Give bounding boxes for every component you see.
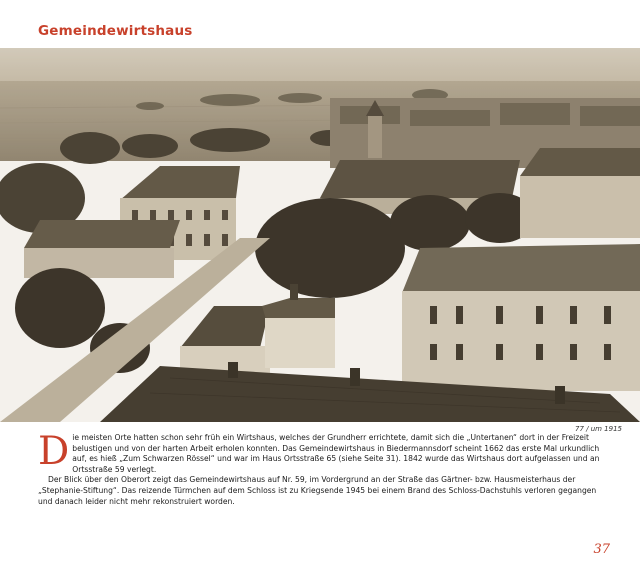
paragraph-2: Der Blick über den Oberort zeigt das Gemeindewirtshaus auf Nr. 59, im Vordergrund an der Straße das Gärtner- bzw. Hausmeisterhaus der „Stephanie-Stiftung“. Das reizende Türmchen auf dem Schloss ist zu Kriegsende 1945 bei einem Brand des Schloss-Dachstuhls verloren gegangen und danach leider nicht mehr rekonstruiert worden. bbox=[38, 475, 597, 506]
photo-caption: 77 / um 1915 bbox=[574, 425, 622, 433]
paragraph-1-text: ie meisten Orte hatten schon sehr früh ein Wirtshaus, welches der Grundherr errichtete, damit sich die „Untertanen“ dort in der Freizeit belustigen und von der harten Arbeit erholen konnten. Das Gemeindewirtshaus in Biedermannsdorf scheint 1662 das erste Mal urkundlich auf, es hieß „Zum Schwarzen Rössel“ und war im Haus Ortsstraße 65 (siehe Seite 31). 1842 wurde das Wirtshaus dort aufgelassen und an Ortsstraße 59 verlegt. bbox=[72, 433, 600, 474]
drop-cap: D bbox=[38, 429, 70, 474]
section-title: Gemeindewirtshaus bbox=[38, 23, 193, 39]
paragraph-1 bbox=[38, 429, 608, 475]
page-number: 37 bbox=[593, 542, 610, 557]
body-text bbox=[38, 429, 608, 507]
historic-photo bbox=[0, 48, 640, 422]
